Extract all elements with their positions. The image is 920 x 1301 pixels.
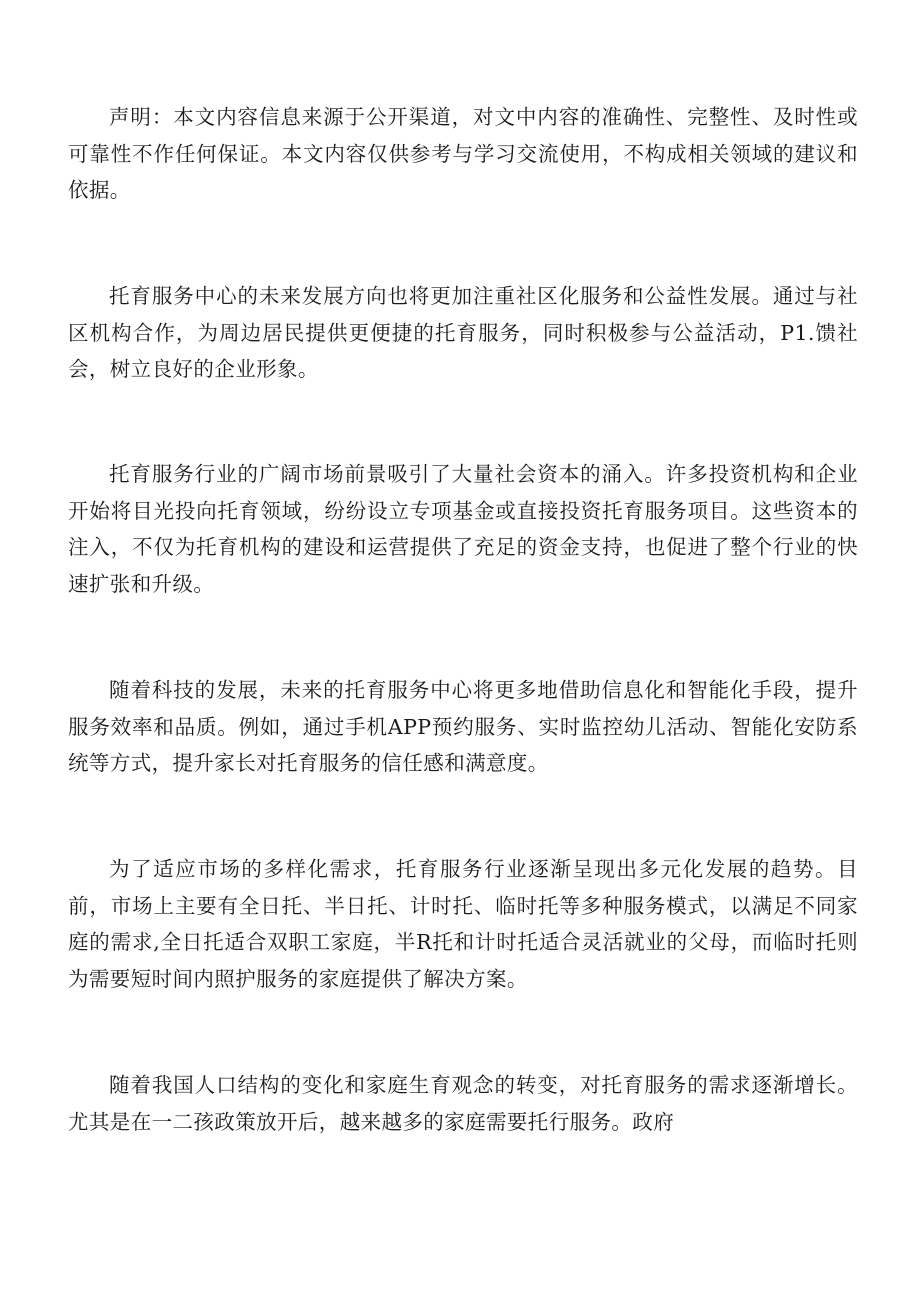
body-paragraph-demand: 随着我国人口结构的变化和家庭生育观念的转变，对托育服务的需求逐渐增长。尤其是在一二孩政策放开后，越来越多的家庭需要托行服务。政府 <box>68 1073 858 1134</box>
body-paragraph-capital: 托育服务行业的广阔市场前景吸引了大量社会资本的涌入。许多投资机构和企业开始将目光投向托育领域，纷纷设立专项基金或直接投资托育服务项目。这些资本的注入，不仅为托育机构的建设和运营提供了充足的资金支持，也促进了整个行业的快速扩张和升级。 <box>68 462 858 596</box>
body-paragraph-diversification: 为了适应市场的多样化需求，托育服务行业逐渐呈现出多元化发展的趋势。目前，市场上主要有全日托、半日托、计时托、临时托等多种服务模式，以满足不同家庭的需求,全日托适合双职工家庭，半R托和计时托适合灵活就业的父母，而临时托则为需要短时间内照护服务的家庭提供了解决方案。 <box>68 857 858 991</box>
body-paragraph-technology: 随着科技的发展，未来的托育服务中心将更多地借助信息化和智能化手段，提升服务效率和品质。例如，通过手机APP预约服务、实时监控幼儿活动、智能化安防系统等方式，提升家长对托育服务的信任感和满意度。 <box>68 678 858 775</box>
body-paragraph-community: 托育服务中心的未来发展方向也将更加注重社区化服务和公益性发展。通过与社区机构合作，为周边居民提供更便捷的托育服务，同时积极参与公益活动，P1.馈社会，树立良好的企业形象。 <box>68 284 858 381</box>
disclaimer-paragraph: 声明：本文内容信息来源于公开渠道，对文中内容的准确性、完整性、及时性或可靠性不作任何保证。本文内容仅供参考与学习交流使用，不构成相关领域的建议和依据。 <box>68 105 858 202</box>
